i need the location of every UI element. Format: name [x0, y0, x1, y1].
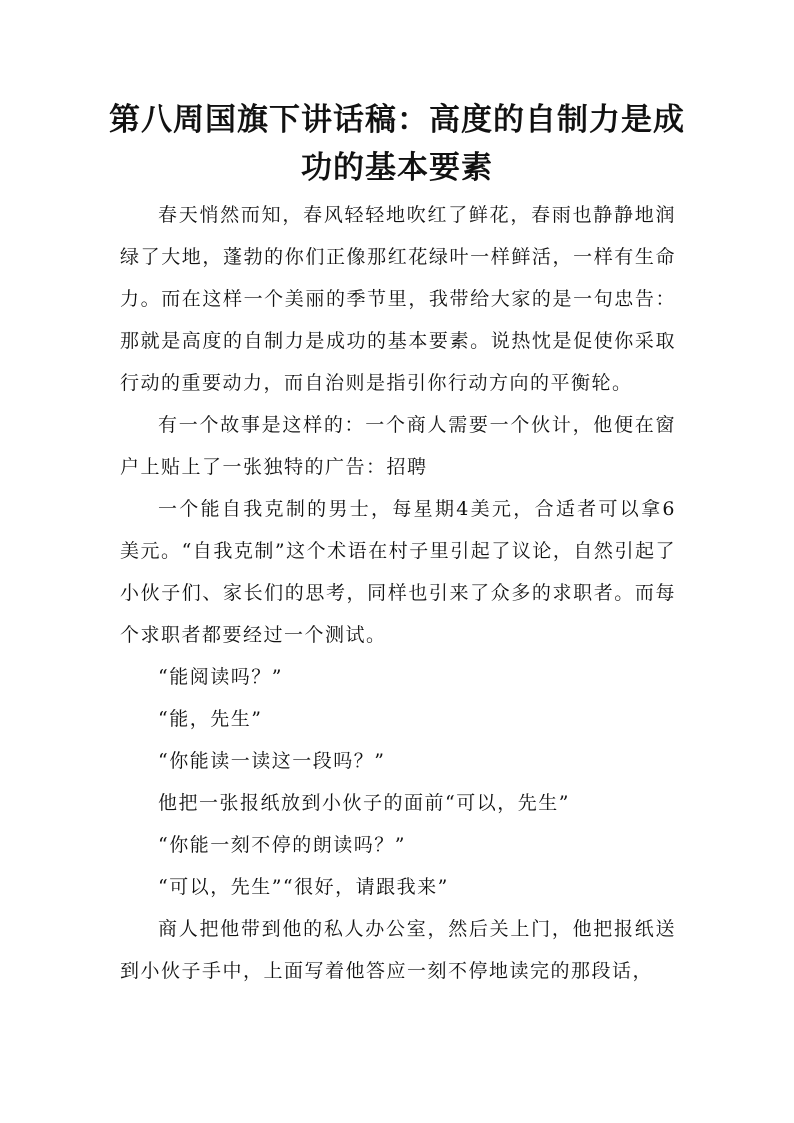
paragraph: 商人把他带到他的私人办公室，然后关上门，他把报纸送到小伙子手中，上面写着他答应一刻不停地读完的那段话， [120, 918, 676, 982]
paragraph: 春天悄然而知，春风轻轻地吹红了鲜花，春雨也静静地润绿了大地，蓬勃的你们正像那红花绿叶一样鲜活，一样有生命力。而在这样一个美丽的季节里，我带给大家的是一句忠告：那就是高度的自制力是成功的基本要素。说热忱是促使你采取行动的重要动力，而自治则是指引你行动方向的平衡轮。 [120, 204, 676, 394]
paragraph: 有一个故事是这样的：一个商人需要一个伙计，他便在窗户上贴上了一张独特的广告：招聘 [120, 414, 676, 478]
paragraph: “能，先生” [158, 708, 263, 730]
document-title: 第八周国旗下讲话稿：高度的自制力是成功的基本要素 [109, 102, 685, 186]
paragraph: 他把一张报纸放到小伙子的面前“可以，先生” [158, 792, 570, 814]
paragraph: 一个能自我克制的男士，每星期4美元，合适者可以拿6美元。“自我克制”这个术语在村子里引起了议论，自然引起了小伙子们、家长们的思考，同样也引来了众多的求职者。而每个求职者都要经过一个测试。 [120, 498, 676, 646]
paragraph: “你能读一读这一段吗？” [158, 750, 386, 772]
paragraph: “你能一刻不停的朗读吗？” [158, 834, 406, 856]
document-body [120, 194, 676, 992]
paragraph: “能阅读吗？” [158, 666, 283, 688]
paragraph: “可以，先生”“很好，请跟我来” [158, 876, 449, 898]
